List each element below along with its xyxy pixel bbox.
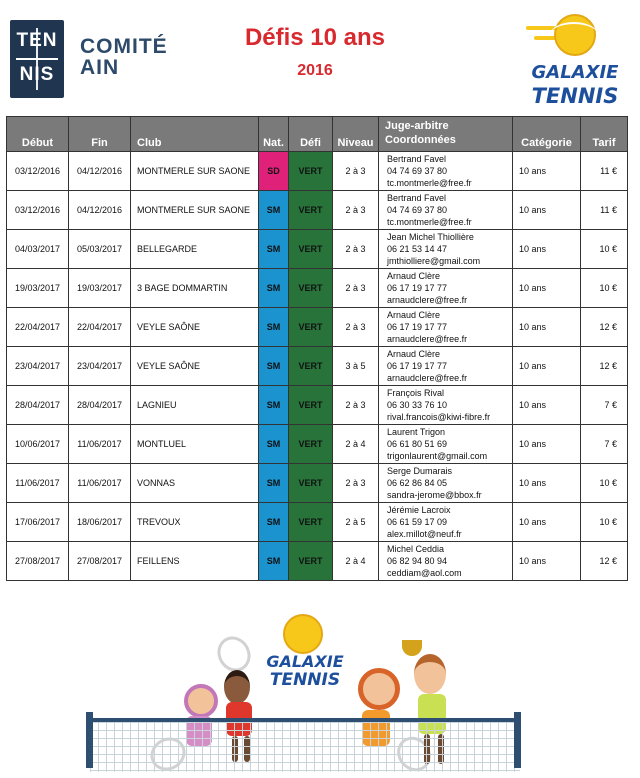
cell-defi: VERT [289,425,333,464]
cell-tarif: 10 € [581,503,628,542]
tennis-net [90,718,520,772]
cell-club: 3 BAGE DOMMARTIN [131,269,259,308]
cell-niveau: 2 à 5 [333,503,379,542]
table-row [7,308,628,347]
cell-fin: 11/06/2017 [69,464,131,503]
cell-tarif: 10 € [581,464,628,503]
cell-debut: 03/12/2016 [7,191,69,230]
col-nat: Nat. [259,117,289,152]
tennis-ball-icon [283,614,323,654]
cell-niveau: 3 à 5 [333,347,379,386]
cell-nat-badge: SM [259,230,289,269]
cell-fin: 05/03/2017 [69,230,131,269]
cell-categorie: 10 ans [513,386,581,425]
cell-nat-badge: SM [259,503,289,542]
juge-phone: 06 61 80 51 69 [387,439,448,449]
col-debut: Début [7,117,69,152]
juge-name: François Rival [387,388,445,398]
juge-email: rival.francois@kiwi-fibre.fr [387,412,491,422]
juge-name: Michel Ceddia [387,544,445,554]
col-categorie: Catégorie [513,117,581,152]
juge-phone: 04 74 69 37 80 [387,166,448,176]
juge-phone: 06 17 19 17 77 [387,322,448,332]
comite-line1: COMITÉ [80,35,168,58]
cell-niveau: 2 à 3 [333,464,379,503]
cell-tarif: 7 € [581,425,628,464]
juge-phone: 04 74 69 37 80 [387,205,448,215]
cell-club: MONTMERLE SUR SAONE [131,152,259,191]
table-row [7,425,628,464]
cell-juge-arbitre [379,152,513,191]
table-row [7,191,628,230]
cell-club: TREVOUX [131,503,259,542]
cell-club: VONNAS [131,464,259,503]
cell-debut: 10/06/2017 [7,425,69,464]
juge-phone: 06 61 59 17 09 [387,517,448,527]
cell-debut: 03/12/2016 [7,152,69,191]
galaxie-tennis-logo [520,10,630,110]
cell-categorie: 10 ans [513,152,581,191]
juge-email: jmthiolliere@gmail.com [387,256,481,266]
col-club: Club [131,117,259,152]
cell-categorie: 10 ans [513,425,581,464]
table-row [7,464,628,503]
cell-fin: 18/06/2017 [69,503,131,542]
logo-text-top: TEN [16,30,58,51]
cell-debut: 23/04/2017 [7,347,69,386]
cell-niveau: 2 à 3 [333,308,379,347]
juge-phone: 06 17 19 17 77 [387,283,448,293]
tennis-ball-icon [554,14,596,56]
cell-nat-badge: SM [259,464,289,503]
cell-fin: 19/03/2017 [69,269,131,308]
cell-nat-badge: SM [259,191,289,230]
cell-nat-badge: SM [259,542,289,581]
juge-name: Laurent Trigon [387,427,446,437]
juge-email: arnaudclere@free.fr [387,373,468,383]
cell-nat-badge: SM [259,269,289,308]
cell-juge-arbitre [379,386,513,425]
cell-fin: 27/08/2017 [69,542,131,581]
juge-email: tc.montmerle@free.fr [387,178,472,188]
cell-defi: VERT [289,308,333,347]
cell-fin: 23/04/2017 [69,347,131,386]
juge-email: trigonlaurent@gmail.com [387,451,488,461]
cell-defi: VERT [289,230,333,269]
juge-phone: 06 17 19 17 77 [387,361,448,371]
cell-niveau: 2 à 3 [333,191,379,230]
table-row [7,347,628,386]
juge-name: Bertrand Favel [387,193,447,203]
cell-categorie: 10 ans [513,503,581,542]
tennis-text: TENNIS [531,84,619,108]
juge-email: ceddiam@aol.com [387,568,462,578]
cell-debut: 11/06/2017 [7,464,69,503]
cell-juge-arbitre [379,464,513,503]
cell-nat-badge: SM [259,308,289,347]
juge-phone: 06 62 86 84 05 [387,478,448,488]
cell-categorie: 10 ans [513,308,581,347]
juge-name: Arnaud Clère [387,310,441,320]
cell-fin: 11/06/2017 [69,425,131,464]
cell-categorie: 10 ans [513,230,581,269]
cell-fin: 28/04/2017 [69,386,131,425]
cell-club: BELLEGARDE [131,230,259,269]
cell-categorie: 10 ans [513,542,581,581]
cell-nat-badge: SM [259,386,289,425]
cell-categorie: 10 ans [513,464,581,503]
cell-defi: VERT [289,503,333,542]
cell-defi: VERT [289,386,333,425]
net-post [514,712,521,768]
cell-niveau: 2 à 3 [333,230,379,269]
juge-email: arnaudclere@free.fr [387,295,468,305]
juge-phone: 06 30 33 76 10 [387,400,448,410]
juge-name: Jean Michel Thiollière [387,232,474,242]
cell-club: LAGNIEU [131,386,259,425]
cell-categorie: 10 ans [513,191,581,230]
cell-juge-arbitre [379,269,513,308]
table-row [7,542,628,581]
cell-nat-badge: SM [259,425,289,464]
cell-niveau: 2 à 3 [333,386,379,425]
galaxie-text: GALAXIE [266,652,344,671]
page-year: 2016 [297,62,333,79]
juge-name: Serge Dumarais [387,466,453,476]
cell-debut: 04/03/2017 [7,230,69,269]
cell-debut: 19/03/2017 [7,269,69,308]
cell-niveau: 2 à 3 [333,152,379,191]
cell-fin: 04/12/2016 [69,191,131,230]
galaxie-text: GALAXIE [531,62,619,83]
col-juge [379,117,513,152]
cell-juge-arbitre [379,191,513,230]
cell-defi: VERT [289,464,333,503]
cell-tarif: 12 € [581,347,628,386]
page-title: Défis 10 ans [244,24,386,51]
cell-nat-badge: SD [259,152,289,191]
net-post [86,712,93,768]
juge-name: Arnaud Clère [387,349,441,359]
table-row [7,269,628,308]
table-header-row [7,117,628,152]
cell-tarif: 10 € [581,230,628,269]
cell-tarif: 11 € [581,191,628,230]
cell-nat-badge: SM [259,347,289,386]
cell-club: VEYLE SAÔNE [131,347,259,386]
table-row [7,152,628,191]
cell-debut: 22/04/2017 [7,308,69,347]
cell-tarif: 10 € [581,269,628,308]
trophy-icon [402,640,422,656]
comite-logo-text [80,36,168,78]
juge-name: Arnaud Clère [387,271,441,281]
col-tarif: Tarif [581,117,628,152]
tournament-table [6,116,628,581]
cell-debut: 27/08/2017 [7,542,69,581]
cell-club: MONTLUEL [131,425,259,464]
cell-juge-arbitre [379,503,513,542]
juge-phone: 06 82 94 80 94 [387,556,448,566]
cell-juge-arbitre [379,347,513,386]
tennis-text: TENNIS [269,670,341,690]
logo-net-line [16,58,58,60]
table-row [7,230,628,269]
col-niveau: Niveau [333,117,379,152]
cell-defi: VERT [289,269,333,308]
logo-text-bottom: NIS [19,64,55,85]
cell-categorie: 10 ans [513,347,581,386]
juge-phone: 06 21 53 14 47 [387,244,448,254]
cell-niveau: 2 à 3 [333,269,379,308]
cell-tarif: 12 € [581,542,628,581]
cell-defi: VERT [289,152,333,191]
cell-defi: VERT [289,347,333,386]
col-defi: Défi [289,117,333,152]
cell-fin: 04/12/2016 [69,152,131,191]
juge-email: arnaudclere@free.fr [387,334,468,344]
cell-debut: 17/06/2017 [7,503,69,542]
col-juge-line2: Coordonnées [385,134,456,146]
juge-email: tc.montmerle@free.fr [387,217,472,227]
table-row [7,503,628,542]
table-row [7,386,628,425]
kids-tennis-illustration [0,600,640,768]
cell-juge-arbitre [379,308,513,347]
cell-fin: 22/04/2017 [69,308,131,347]
cell-tarif: 7 € [581,386,628,425]
cell-defi: VERT [289,191,333,230]
cell-categorie: 10 ans [513,269,581,308]
cell-juge-arbitre [379,542,513,581]
juge-name: Bertrand Favel [387,154,447,164]
cell-niveau: 2 à 4 [333,542,379,581]
juge-name: Jérémie Lacroix [387,505,451,515]
tennis-logo [10,20,64,98]
cell-tarif: 11 € [581,152,628,191]
cell-club: MONTMERLE SUR SAONE [131,191,259,230]
cell-juge-arbitre [379,230,513,269]
cell-juge-arbitre [379,425,513,464]
cell-debut: 28/04/2017 [7,386,69,425]
cell-defi: VERT [289,542,333,581]
col-juge-line1: Juge-arbitre [385,120,449,132]
cell-club: FEILLENS [131,542,259,581]
cell-tarif: 12 € [581,308,628,347]
cell-club: VEYLE SAÔNE [131,308,259,347]
comite-line2: AIN [80,56,120,79]
juge-email: sandra-jerome@bbox.fr [387,490,482,500]
juge-email: alex.millot@neuf.fr [387,529,462,539]
col-fin: Fin [69,117,131,152]
cell-niveau: 2 à 4 [333,425,379,464]
